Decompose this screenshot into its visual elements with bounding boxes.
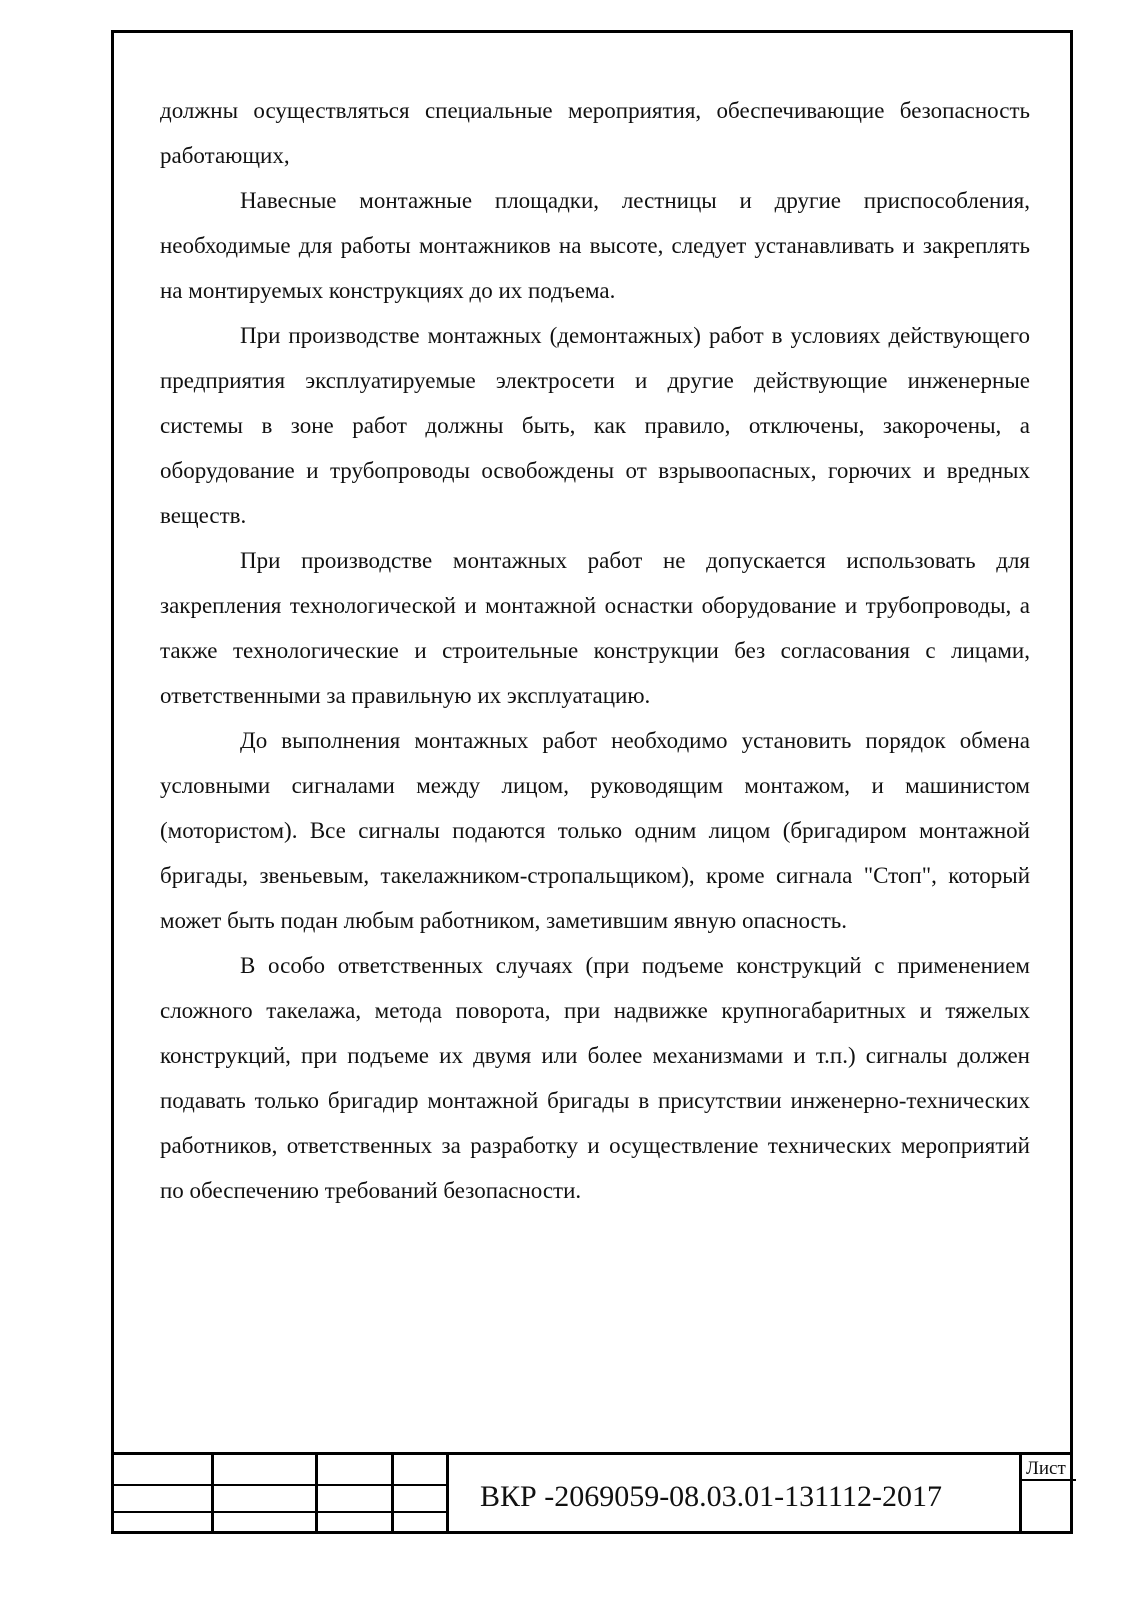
document-body bbox=[160, 88, 1030, 1213]
title-block-row-line-2 bbox=[111, 1511, 449, 1513]
paragraph-2: Навесные монтажные площадки, лестницы и другие приспособления, необходимые для работы монтажников на высоте, следует устанавливать и закреплять на монтируемых конструкциях до их подъема. bbox=[160, 188, 1030, 303]
title-block-col-line-3 bbox=[391, 1452, 394, 1534]
document-code: ВКР -2069059-08.03.01-131112-2017 bbox=[480, 1480, 942, 1513]
sheet-label: Лист bbox=[1026, 1458, 1066, 1479]
paragraph-4: При производстве монтажных работ не допускается использовать для закрепления технологической и монтажной оснастки оборудование и трубопроводы, а также технологические и строительные конструкции без согласования с лицами, ответственными за правильную их эксплуатацию. bbox=[160, 548, 1030, 708]
sheet-cell-left-line bbox=[1019, 1452, 1022, 1534]
title-block-top-line bbox=[111, 1452, 1073, 1455]
title-block-col-line-2 bbox=[315, 1452, 318, 1534]
paragraph-3: При производстве монтажных (демонтажных) работ в условиях действующего предприятия эксплуатируемые электросети и другие действующие инженерные системы в зоне работ должны быть, как правило, отключены, закорочены, а оборудование и трубопроводы освобождены от взрывоопасных, горючих и вредных веществ. bbox=[160, 323, 1030, 528]
paragraph-6: В особо ответственных случаях (при подъеме конструкций с применением сложного такелажа, метода поворота, при надвижке крупногабаритных и тяжелых конструкций, при подъеме их двумя или более механизмами и т.п.) сигналы должен подавать только бригадир монтажной бригады в присутствии инженерно-технических работников, ответственных за разработку и осуществление технических мероприятий по обеспечению требований безопасности. bbox=[160, 953, 1030, 1203]
paragraph-5: До выполнения монтажных работ необходимо установить порядок обмена условными сигналами между лицом, руководящим монтажом, и машинистом (мотористом). Все сигналы подаются только одним лицом (бригадиром монтажной бригады, звеньевым, такелажником-стропальщиком), кроме сигнала "Стоп", который может быть подан любым работником, заметившим явную опасность. bbox=[160, 728, 1030, 933]
title-block-col-line-4 bbox=[446, 1452, 449, 1534]
paragraph-1: должны осуществляться специальные мероприятия, обеспечивающие безопасность работающих, bbox=[160, 98, 1030, 168]
title-block-col-line-1 bbox=[211, 1452, 214, 1534]
title-block-row-line-1 bbox=[111, 1484, 449, 1486]
